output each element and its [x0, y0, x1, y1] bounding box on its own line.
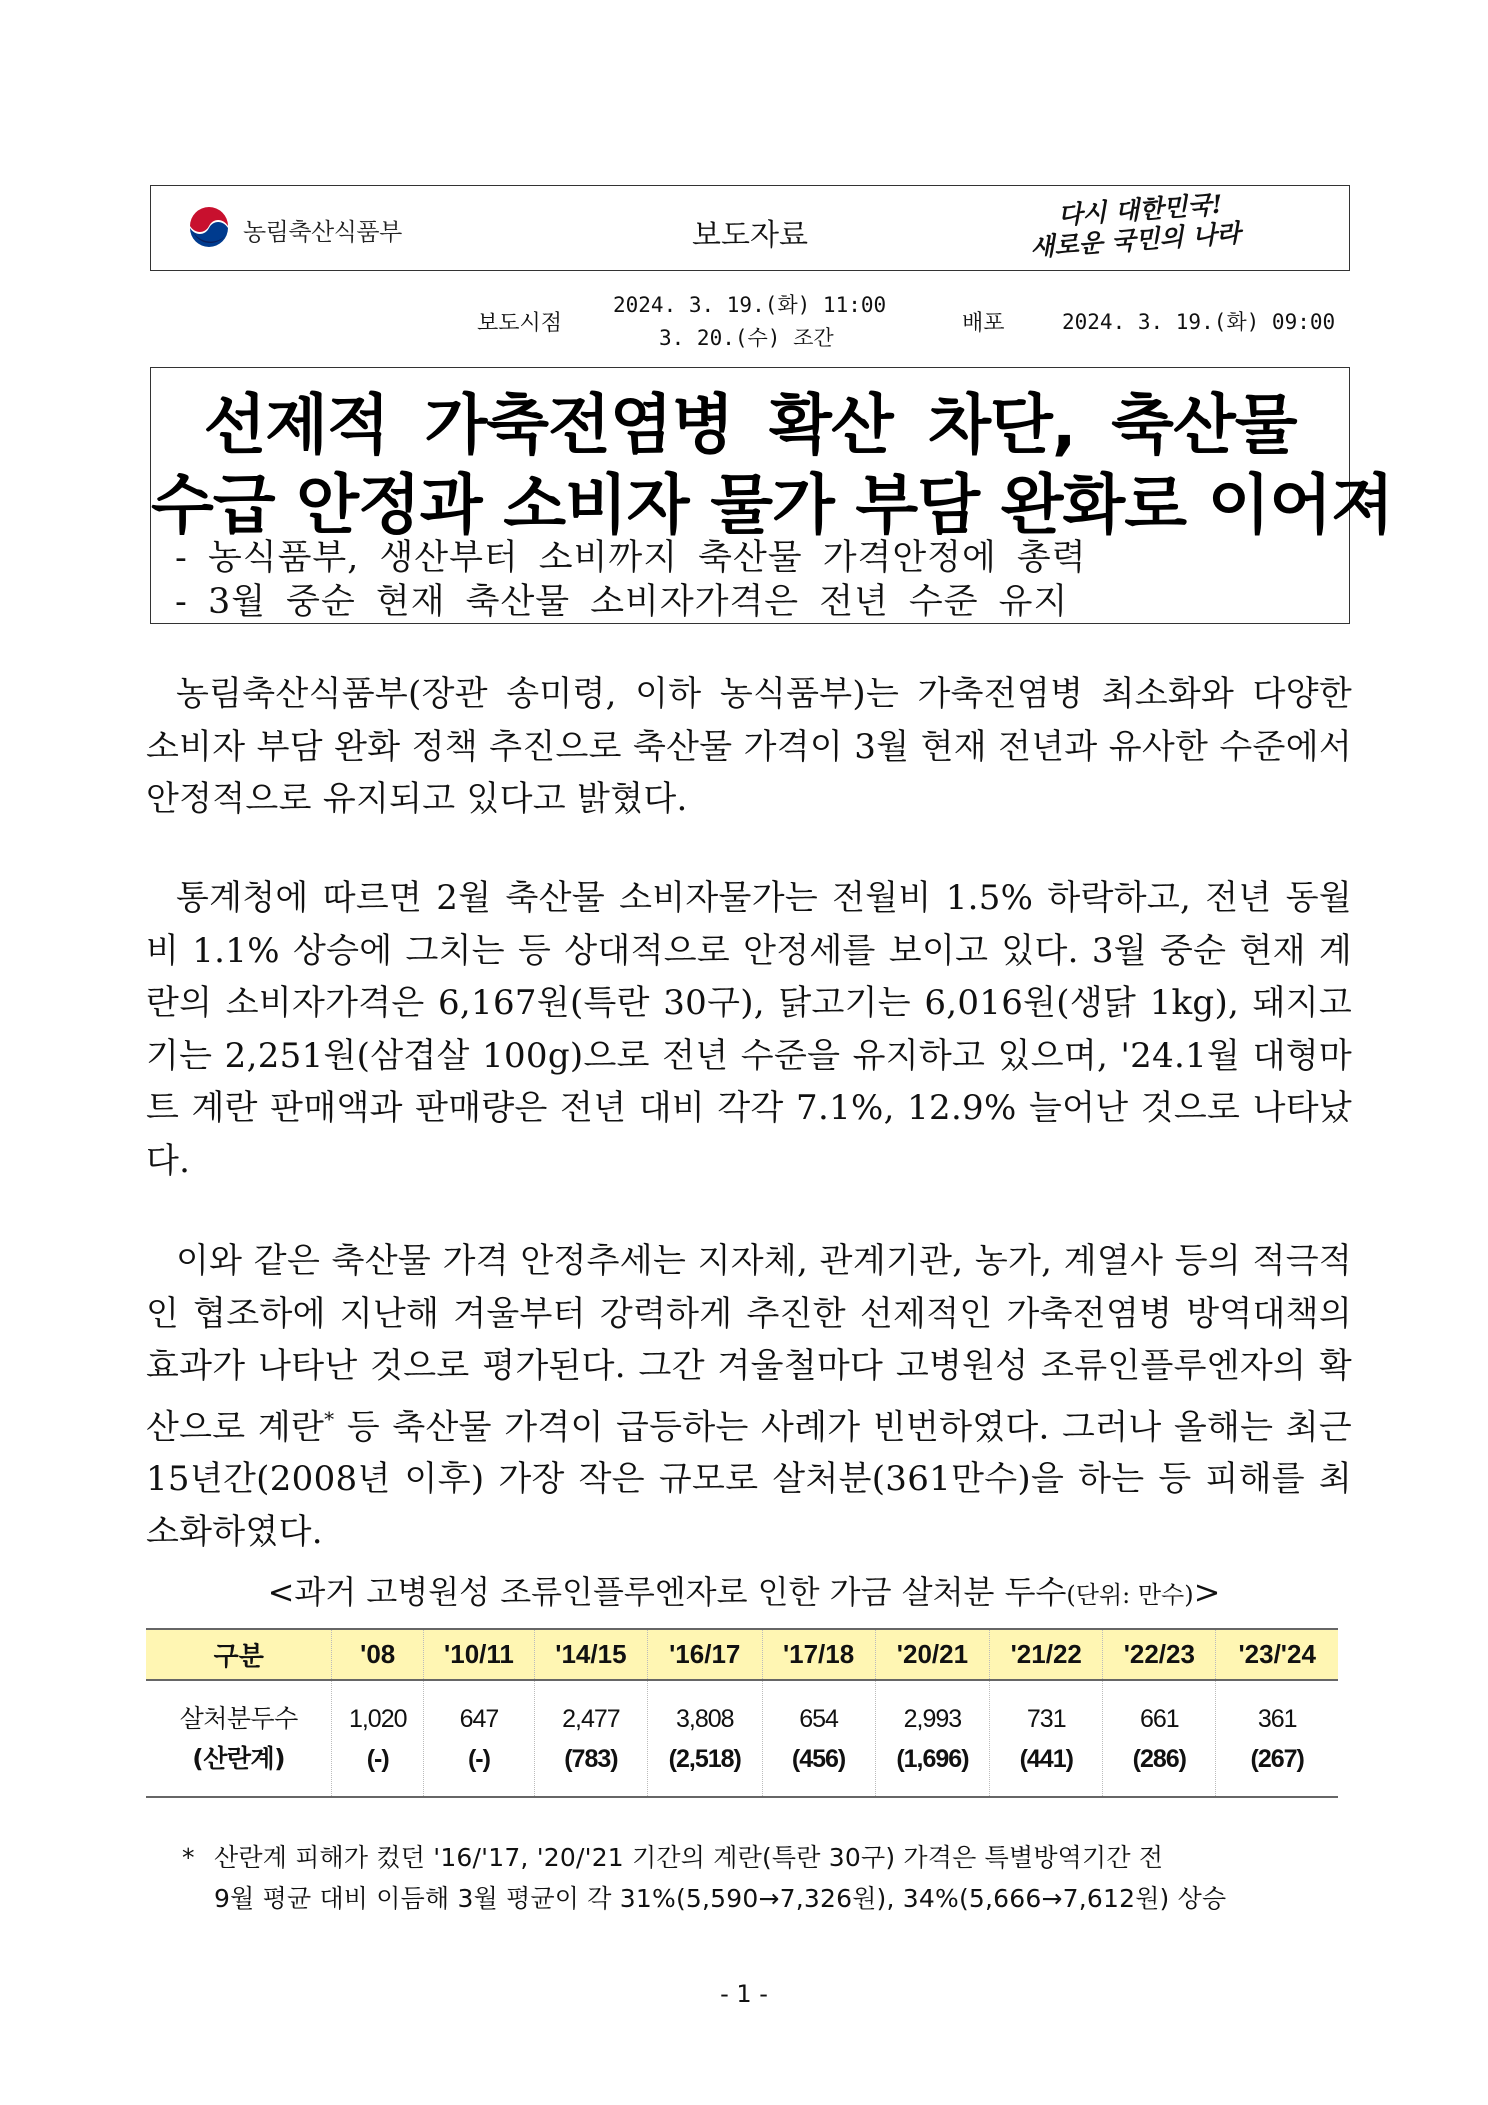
footnote-star: * [182, 1843, 195, 1872]
table-cell [534, 1680, 647, 1797]
headline-line1: 선제적 가축전염병 확산 차단, 축산물 [203, 388, 1297, 463]
subheadline-2: - 3월 중순 현재 축산물 소비자가격은 전년 수준 유지 [175, 582, 1069, 622]
table-cell [332, 1680, 424, 1797]
cell-subvalue: (456) [791, 1744, 846, 1773]
cell-subvalue: (286) [1132, 1744, 1187, 1773]
table-caption [0, 1567, 1488, 1613]
release-time-secondary: 3. 20.(수) 조간 [659, 326, 834, 350]
table-caption-text: <과거 고병원성 조류인플루엔자로 인한 가금 살처분 두수 [267, 1573, 1067, 1611]
cell-value: 3,808 [675, 1704, 734, 1733]
cell-value: 661 [1139, 1704, 1179, 1733]
footnote-line2: 9월 평균 대비 이듬해 3월 평균이 각 31%(5,590→7,326원), 34%(5,666→7,612원) 상승 [214, 1884, 1227, 1913]
table-cell [424, 1680, 535, 1797]
release-time-primary: 2024. 3. 19.(화) 11:00 [613, 293, 887, 317]
title-box [150, 367, 1393, 624]
cell-value: 361 [1257, 1704, 1297, 1733]
slogan-line2: 새로운 국민의 나라 [1029, 218, 1242, 262]
body-paragraph-1 [146, 668, 1352, 826]
slogan-line1: 다시 대한민국! [1057, 189, 1224, 230]
body-paragraph-2 [146, 872, 1352, 1187]
page-number: - 1 - [720, 1980, 768, 2008]
column-header: 구분 [146, 1629, 332, 1680]
distribution-label: 배포 [962, 311, 1005, 336]
header-box [150, 185, 1350, 271]
table-cell [875, 1680, 990, 1797]
cell-value: 2,477 [562, 1704, 620, 1733]
column-header: '21/22 [990, 1629, 1103, 1680]
cell-subvalue: (783) [564, 1744, 618, 1773]
cell-value: 2,993 [903, 1704, 962, 1733]
table-cell [1216, 1680, 1338, 1797]
cell-value: 647 [459, 1704, 499, 1733]
cell-subvalue: (441) [1019, 1744, 1073, 1773]
cell-value: 731 [1026, 1704, 1066, 1733]
culling-table [146, 1628, 1338, 1798]
footnote-line1: 산란계 피해가 컸던 '16/'17, '20/'21 기간의 계란(특란 30구) 가격은 특별방역기간 전 [214, 1843, 1164, 1872]
column-header: '20/21 [875, 1629, 990, 1680]
ministry-name: 농림축산식품부 [243, 218, 402, 246]
column-header: '16/17 [647, 1629, 762, 1680]
body-paragraph-3 [146, 1235, 1352, 1558]
cell-subvalue: (1,696) [896, 1744, 969, 1773]
cell-value: 654 [799, 1704, 838, 1733]
release-time-label: 보도시점 [477, 311, 563, 336]
cell-value: 1,020 [348, 1704, 407, 1733]
paragraph-text: 등 축산물 가격이 급등하는 사례가 빈번하였다. 그러나 올해는 최근 15년간(2008년 이후) 가장 작은 규모로 살처분(361만수)을 하는 등 피해를 최소화하였다. [146, 1406, 1353, 1552]
paragraph-text: 농림축산식품부(장관 송미령, 이하 농식품부)는 가축전염병 최소화와 다양한 소비자 부담 완화 정책 추진으로 축산물 가격이 3월 현재 전년과 유사한 수준에서 안정적으로 유지되고 있다고 밝혔다. [146, 674, 1352, 819]
row-label-cell [146, 1680, 332, 1797]
column-header: '17/18 [762, 1629, 875, 1680]
table-cell [1103, 1680, 1216, 1797]
table-unit: (단위: 만수) [1066, 1581, 1194, 1609]
document-type: 보도자료 [692, 218, 808, 253]
table-cell [762, 1680, 875, 1797]
distribution-time: 2024. 3. 19.(화) 09:00 [1062, 310, 1336, 334]
headline-line2: 수급 안정과 소비자 물가 부담 완화로 이어져 [151, 468, 1393, 543]
row-sublabel: (산란계) [192, 1743, 286, 1773]
column-header: '14/15 [534, 1629, 647, 1680]
column-header: '10/11 [424, 1629, 535, 1680]
cell-subvalue: (-) [467, 1744, 490, 1773]
cell-subvalue: (-) [366, 1744, 389, 1773]
table-caption-end: > [1193, 1573, 1221, 1611]
column-header: '08 [332, 1629, 424, 1680]
column-header: '22/23 [1103, 1629, 1216, 1680]
paragraph-text: 이와 같은 축산물 가격 안정추세는 지자체, 관계기관, 농가, 계열사 등의 적극적인 협조하에 지난해 겨울부터 강력하게 추진한 선제적인 가축전염병 방역대책의 효과가 나타난 것으로 평가된다. 그간 겨울철마다 고병원성 조류인플루엔자의 확산으로 계란 [146, 1241, 1352, 1447]
cell-subvalue: (267) [1250, 1744, 1304, 1773]
cell-subvalue: (2,518) [668, 1744, 741, 1773]
table-row [146, 1680, 1338, 1797]
paragraph-text: 통계청에 따르면 2월 축산물 소비자물가는 전월비 1.5% 하락하고, 전년 동월비 1.1% 상승에 그치는 등 상대적으로 안정세를 보이고 있다. 3월 중순 현재 계란의 소비자가격은 6,167원(특란 30구), 닭고기는 6,016원(생닭 1kg), 돼지고기는 2,251원(삼겹살 100g)으로 전년 수준을 유지하고 있으며, '24.1월 대형마트 계란 판매액과 판매량은 전년 대비 각각 7.1%, 12.9% 늘어난 것으로 나타났다. [146, 878, 1352, 1181]
table-cell [990, 1680, 1103, 1797]
subheadline-1: - 농식품부, 생산부터 소비까지 축산물 가격안정에 총력 [175, 538, 1087, 578]
column-header: '23/'24 [1216, 1629, 1338, 1680]
table-cell [647, 1680, 762, 1797]
table-header-row [146, 1629, 1338, 1680]
footnote-marker: * [324, 1406, 335, 1431]
row-label: 살처분두수 [179, 1703, 298, 1733]
